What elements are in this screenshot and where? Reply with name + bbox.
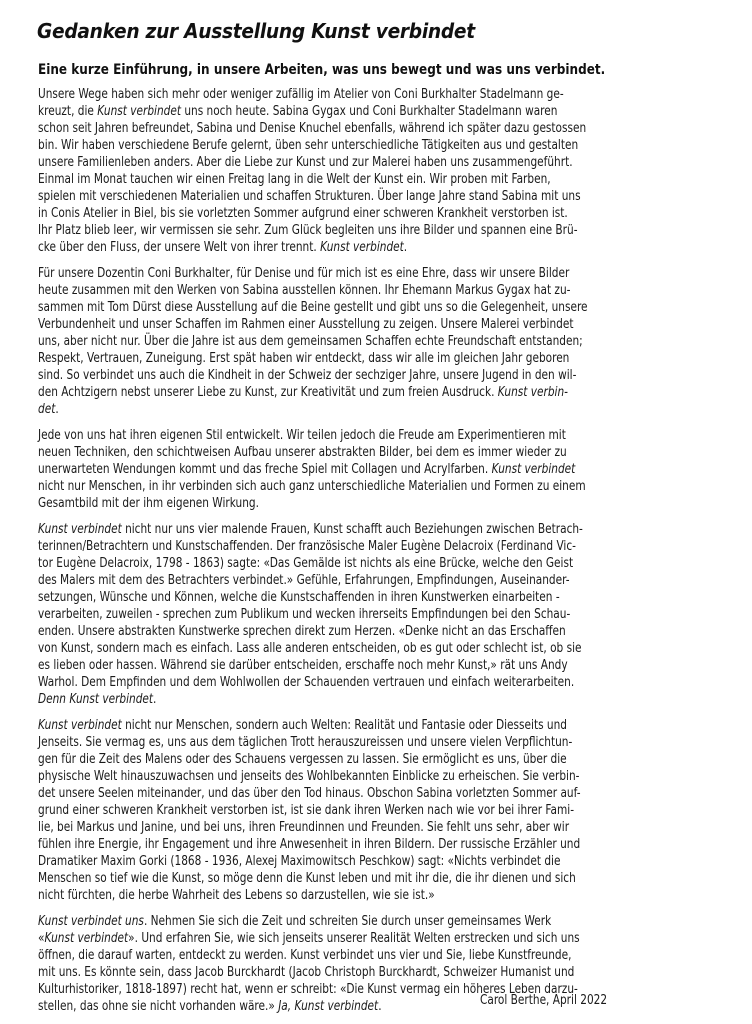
text-run: Warhol. Dem Empfinden und dem Wohlwollen der Schauenden vertrauen und einfach weiterarbeiten. bbox=[38, 675, 575, 690]
document-title: Gedanken zur Ausstellung Kunst verbindet bbox=[37, 19, 475, 44]
text-line bbox=[38, 384, 678, 401]
text-run: Dramatiker Maxim Gorki (1868 - 1936, Alexej Maximowitsch Peschkow) sagt: «Nichts verbindet die bbox=[38, 854, 561, 869]
text-run: es lieben oder hassen. Während sie darüber entscheiden, erschaffe noch mehr Kunst,» rät uns Andy bbox=[38, 658, 568, 673]
text-run: in Conis Atelier in Biel, bis sie vorletzten Sommer aufgrund einer schweren Krankheit verstorben ist. bbox=[38, 206, 568, 221]
text-line bbox=[38, 640, 678, 657]
text-run: . bbox=[403, 240, 408, 255]
emphasis-text: Kunst verbin- bbox=[497, 385, 568, 400]
emphasis-text: Kunst verbindet bbox=[44, 931, 129, 946]
text-line bbox=[38, 930, 678, 947]
text-run: nicht nur uns vier malende Frauen, Kunst schafft auch Beziehungen zwischen Betrach- bbox=[121, 522, 583, 537]
text-run: enden. Unsere abstrakten Kunstwerke sprechen direkt zum Herzen. «Denke nicht an das Erschaffen bbox=[38, 624, 566, 639]
text-run: . bbox=[378, 999, 382, 1014]
text-run: kreuzt, die bbox=[38, 104, 98, 119]
text-line bbox=[38, 853, 678, 870]
text-line bbox=[38, 674, 678, 691]
text-line bbox=[38, 521, 678, 538]
text-line bbox=[38, 205, 678, 222]
text-line bbox=[38, 819, 678, 836]
text-line bbox=[38, 785, 678, 802]
text-run: Jenseits. Sie vermag es, uns aus dem täglichen Trott herauszureissen und unsere vielen Verpflichtun- bbox=[38, 735, 573, 750]
text-line bbox=[38, 222, 678, 239]
text-run: Unsere Wege haben sich mehr oder weniger zufällig im Atelier von Coni Burkhalter Stadelmann ge- bbox=[38, 87, 564, 102]
text-run: neuen Techniken, den schichtweisen Aufbau unserer abstrakten Bilder, bei dem es immer wieder zu bbox=[38, 445, 567, 460]
text-line bbox=[38, 751, 678, 768]
text-run: . bbox=[55, 402, 59, 417]
text-line bbox=[38, 444, 678, 461]
emphasis-text: Kunst verbindet uns bbox=[38, 914, 144, 929]
text-run: tor Eugène Delacroix, 1798 - 1863) sagte: «Das Gemälde ist nichts als eine Brücke, welche den Geist bbox=[38, 556, 574, 571]
text-run: cke über den Fluss, der unsere Welt von ihrer trennt. bbox=[38, 240, 321, 255]
text-run: des Malers mit dem des Betrachters verbindet.» Gefühle, Erfahrungen, Empfindungen, Auseinander- bbox=[38, 573, 570, 588]
text-line bbox=[38, 947, 678, 964]
paragraph bbox=[38, 86, 752, 256]
text-run: nicht nur Menschen, in ihr verbinden sich auch ganz unterschiedliche Materialien und Formen zu einem bbox=[38, 479, 586, 494]
emphasis-text: Kunst verbindet bbox=[491, 462, 576, 477]
text-line bbox=[38, 555, 678, 572]
text-run: spielen mit verschiedenen Materialien und schaffen Strukturen. Über lange Jahre stand Sabina mit uns bbox=[38, 189, 581, 204]
emphasis-text: Kunst verbindet bbox=[38, 718, 122, 733]
text-run: Menschen so tief wie die Kunst, so möge denn die Kunst leben und mit ihr die, die ihr dienen und sich bbox=[38, 871, 576, 886]
text-line bbox=[38, 188, 678, 205]
text-run: den Achtzigern nebst unserer Liebe zu Kunst, zur Kreativität und zum freien Ausdruck. bbox=[38, 385, 498, 400]
document-body bbox=[38, 86, 752, 1024]
text-line bbox=[38, 265, 678, 282]
text-line bbox=[38, 657, 678, 674]
text-line bbox=[38, 282, 678, 299]
signature: Carol Berthe, April 2022 bbox=[480, 993, 608, 1008]
text-run: heute zusammen mit den Werken von Sabina ausstellen können. Ihr Ehemann Markus Gygax hat zu- bbox=[38, 283, 571, 298]
emphasis-text: Kunst verbindet bbox=[320, 240, 404, 255]
text-run: stellen, das ohne sie nicht vorhanden wäre.» bbox=[38, 999, 279, 1014]
text-line bbox=[38, 691, 678, 708]
text-line bbox=[38, 239, 678, 256]
text-run: uns noch heute. Sabina Gygax und Coni Burkhalter Stadelmann waren bbox=[180, 104, 558, 119]
text-line bbox=[38, 461, 678, 478]
text-line bbox=[38, 401, 678, 418]
paragraph bbox=[38, 265, 752, 418]
text-run: Verbundenheit und unser Schaffen im Rahmen einer Ausstellung zu zeigen. Unsere Malerei verbindet bbox=[38, 317, 574, 332]
text-line bbox=[38, 887, 678, 904]
text-line bbox=[38, 137, 678, 154]
text-line bbox=[38, 768, 678, 785]
text-run: fühlen ihre Energie, ihr Engagement und ihre Anwesenheit in ihren Bildern. Der russische Erzähler und bbox=[38, 837, 581, 852]
text-line bbox=[38, 964, 678, 981]
text-line bbox=[38, 299, 678, 316]
text-run: schon seit Jahren befreundet, Sabina und Denise Knuchel ebenfalls, während ich später dazu gestossen bbox=[38, 121, 587, 136]
text-line bbox=[38, 734, 678, 751]
text-run: Respekt, Vertrauen, Zuneigung. Erst spät haben wir entdeckt, dass wir alle im gleichen Jahr geboren bbox=[38, 351, 570, 366]
text-run: von Kunst, sondern mach es einfach. Lass alle anderen entscheiden, ob es gut oder schlecht ist, ob sie bbox=[38, 641, 582, 656]
text-line bbox=[38, 913, 678, 930]
text-run: sammen mit Tom Dürst diese Ausstellung auf die Beine gestellt und gibt uns so die Gelegenheit, unsere bbox=[38, 300, 588, 315]
text-run: nicht nur Menschen, sondern auch Welten: Realität und Fantasie oder Diesseits und bbox=[121, 718, 568, 733]
text-line bbox=[38, 802, 678, 819]
text-line bbox=[38, 836, 678, 853]
text-run: Für unsere Dozentin Coni Burkhalter, für Denise und für mich ist es eine Ehre, dass wir unsere Bilder bbox=[38, 266, 570, 281]
text-run: grund einer schweren Krankheit verstorben ist, ist sie dank ihren Werken nach wie vor bei ihrer Fami- bbox=[38, 803, 574, 818]
intro-heading: Eine kurze Einführung, in unsere Arbeiten, was uns bewegt und was uns verbindet. bbox=[38, 62, 606, 78]
text-line bbox=[38, 717, 678, 734]
text-run: Jede von uns hat ihren eigenen Stil entwickelt. Wir teilen jedoch die Freude am Experimentieren mit bbox=[38, 428, 566, 443]
text-run: Ihr Platz blieb leer, wir vermissen sie sehr. Zum Glück begleiten uns ihre Bilder und spannen eine Brü- bbox=[38, 223, 578, 238]
text-run: . Nehmen Sie sich die Zeit und schreiten Sie durch unser gemeinsames Werk bbox=[143, 914, 552, 929]
text-line bbox=[38, 154, 678, 171]
text-run: öffnen, die darauf warten, entdeckt zu werden. Kunst verbindet uns vier und Sie, liebe Kunstfreunde, bbox=[38, 948, 572, 963]
text-line bbox=[38, 367, 678, 384]
text-run: . bbox=[153, 692, 157, 707]
text-line bbox=[38, 538, 678, 555]
text-run: unerwarteten Wendungen kommt und das freche Spiel mit Collagen und Acrylfarben. bbox=[38, 462, 492, 477]
paragraph bbox=[38, 717, 752, 904]
paragraph bbox=[38, 913, 752, 1015]
text-line bbox=[38, 478, 678, 495]
text-line bbox=[38, 427, 678, 444]
text-line bbox=[38, 171, 678, 188]
text-run: sind. So verbindet uns auch die Kindheit in der Schweiz der sechziger Jahre, unsere Jugend in den wil- bbox=[38, 368, 577, 383]
text-run: nicht fürchten, die herbe Wahrheit des Lebens so darzustellen, wie sie ist.» bbox=[38, 888, 435, 903]
text-run: ». Und erfahren Sie, wie sich jenseits unserer Realität Welten erstrecken und sich uns bbox=[128, 931, 580, 946]
text-run: unsere Familienleben anders. Aber die Liebe zur Kunst und zur Malerei haben uns zusammengeführt. bbox=[38, 155, 573, 170]
text-line bbox=[38, 350, 678, 367]
text-line bbox=[38, 572, 678, 589]
emphasis-text: Kunst verbindet bbox=[97, 104, 181, 119]
text-line bbox=[38, 623, 678, 640]
text-run: verarbeiten, zuweilen - sprechen zum Publikum und wecken ihrerseits Empfindungen bei den Schau- bbox=[38, 607, 571, 622]
text-run: terinnen/Betrachtern und Kunstschaffenden. Der französische Maler Eugène Delacroix (Ferdinand Vic- bbox=[38, 539, 576, 554]
paragraph bbox=[38, 521, 752, 708]
text-run: lie, bei Markus und Janine, und bei uns, ihren Freundinnen und Freunden. Sie fehlt uns sehr, aber wir bbox=[38, 820, 570, 835]
emphasis-text: Denn Kunst verbindet bbox=[38, 692, 154, 707]
text-run: Gesamtbild mit der ihm eigenen Wirkung. bbox=[38, 496, 259, 511]
text-run: mit uns. Es könnte sein, dass Jacob Burckhardt (Jacob Christoph Burckhardt, Schweizer Humanist und bbox=[38, 965, 575, 980]
text-run: Einmal im Monat tauchen wir einen Freitag lang in die Welt der Kunst ein. Wir proben mit Farben, bbox=[38, 172, 551, 187]
text-run: « bbox=[38, 931, 45, 946]
text-run: det unsere Seelen miteinander, und das über den Tod hinaus. Obschon Sabina vorletzten Sommer auf- bbox=[38, 786, 581, 801]
text-line bbox=[38, 589, 678, 606]
text-line bbox=[38, 86, 678, 103]
emphasis-text: Kunst verbindet bbox=[38, 522, 122, 537]
text-line bbox=[38, 606, 678, 623]
text-line bbox=[38, 495, 678, 512]
text-run: gen für die Zeit des Malens oder des Schauens vergessen zu lassen. Sie ermöglicht es uns, über die bbox=[38, 752, 567, 767]
text-run: uns, aber nicht nur. Über die Jahre ist aus dem gemeinsamen Schaffen echte Freundschaft entstanden; bbox=[38, 334, 583, 349]
text-run: setzungen, Wünsche und Können, welche die Kunstschaffenden in ihren Kunstwerken einarbeiten - bbox=[38, 590, 560, 605]
text-run: Kulturhistoriker, 1818-1897) recht hat, wenn er schreibt: «Die Kunst vermag ein höheres Leben darzu- bbox=[38, 982, 578, 997]
text-line bbox=[38, 333, 678, 350]
paragraph bbox=[38, 427, 752, 512]
text-line bbox=[38, 120, 678, 137]
text-run: bin. Wir haben verschiedene Berufe gelernt, üben sehr unterschiedliche Tätigkeiten aus und gestalten bbox=[38, 138, 579, 153]
text-run: physische Welt hinauszuwachsen und jenseits des Wohlbekannten Einblicke zu erheischen. Sie verbin- bbox=[38, 769, 580, 784]
text-line bbox=[38, 870, 678, 887]
text-line bbox=[38, 103, 678, 120]
emphasis-text: det bbox=[38, 402, 56, 417]
emphasis-text: Ja, Kunst verbindet bbox=[278, 999, 379, 1014]
text-line bbox=[38, 316, 678, 333]
